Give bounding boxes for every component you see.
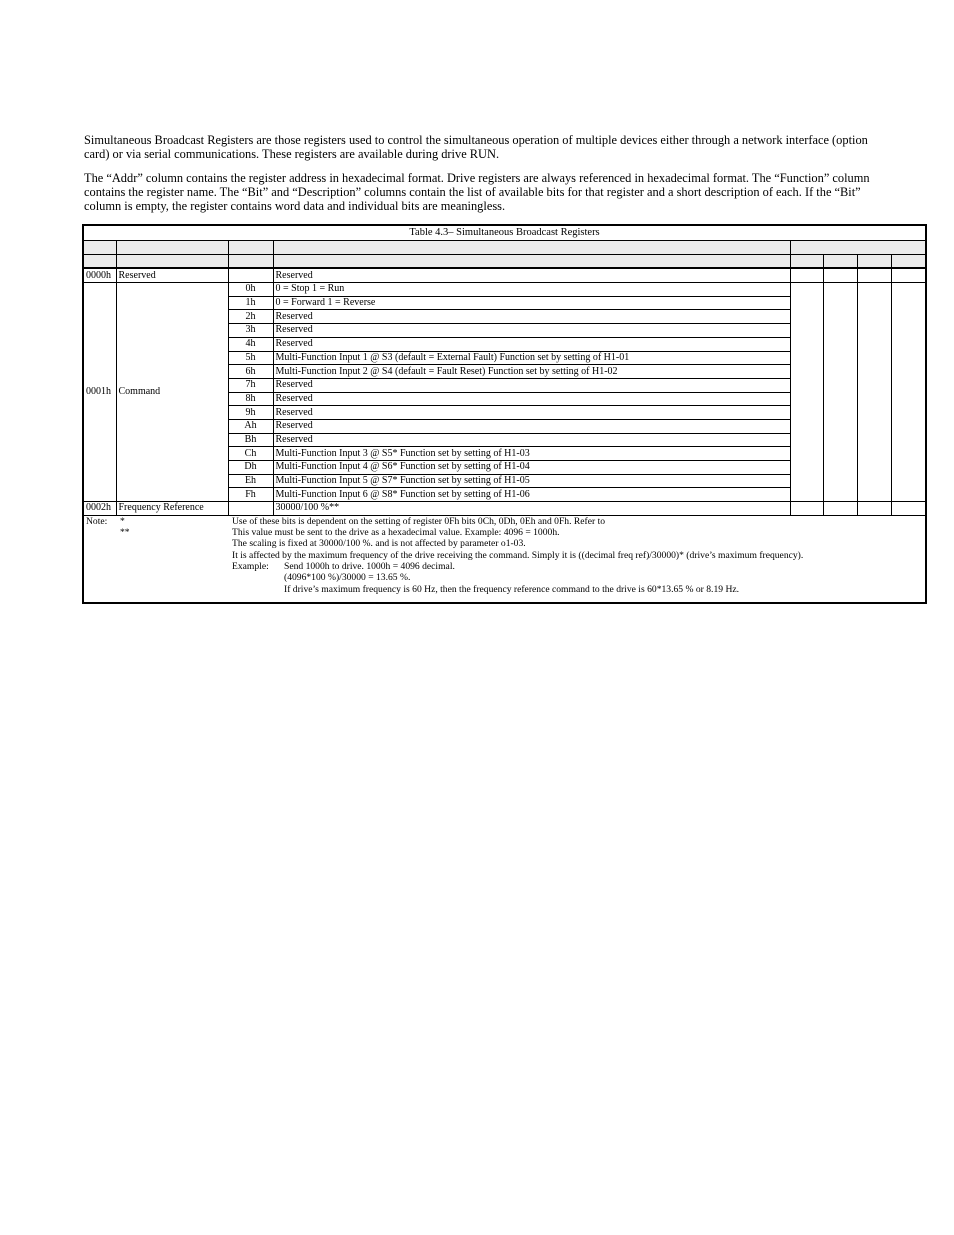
table-notes [83,515,926,603]
register-row [83,283,926,297]
header-bit [228,241,273,255]
register-empty-cell [857,268,891,282]
register-bit: Fh [228,488,273,502]
register-bit [228,502,273,516]
register-row [83,268,926,282]
register-function: Reserved [116,268,228,282]
register-description: Reserved [273,392,790,406]
register-empty-cell [790,268,823,282]
register-description: Multi-Function Input 2 @ S4 (default = Fault Reset) Function set by setting of H1-02 [273,365,790,379]
register-bit [228,268,273,282]
note-mark-single: * [120,515,125,527]
register-description: Reserved [273,419,790,433]
note-text-line: The scaling is fixed at 30000/100 %. and is not affected by parameter o1-03. [232,538,526,550]
register-empty-cell [823,283,857,502]
note-mark-double: ** [120,527,130,539]
note-text-line: (4096*100 %)/30000 = 13.65 %. [284,572,411,584]
register-description: Multi-Function Input 4 @ S6* Function set by setting of H1-04 [273,461,790,475]
register-empty-cell [823,502,857,516]
register-bit: 1h [228,296,273,310]
register-addr: 0001h [83,283,116,502]
header-group [790,241,926,255]
register-empty-cell [857,502,891,516]
register-description: Multi-Function Input 1 @ S3 (default = External Fault) Function set by setting of H1-01 [273,351,790,365]
register-bit: 0h [228,283,273,297]
table-title: Table 4.3– Simultaneous Broadcast Registers [83,225,926,241]
register-description: Reserved [273,406,790,420]
register-empty-cell [891,502,926,516]
register-description: 0 = Stop 1 = Run [273,283,790,297]
note-text-line: Use of these bits is dependent on the setting of register 0Fh bits 0Ch, 0Dh, 0Eh and 0Fh. Refer to [232,515,606,527]
register-row [83,502,926,516]
register-empty-cell [790,283,823,502]
register-empty-cell [891,283,926,502]
register-bit: 7h [228,378,273,392]
header-function [116,241,228,255]
note-example-label: Example: [232,560,269,572]
register-addr: 0002h [83,502,116,516]
register-empty-cell [891,268,926,282]
register-description: Reserved [273,268,790,282]
register-bit: 2h [228,310,273,324]
register-bit: 4h [228,337,273,351]
register-bit: 6h [228,365,273,379]
note-label: Note: [86,515,108,527]
register-bit: Ah [228,419,273,433]
register-bit: 3h [228,324,273,338]
note-text-line: It is affected by the maximum frequency of the drive receiving the command. Simply it is ((decimal freq ref)/30000)* (drive’s maximum frequency). [232,549,804,561]
register-description: Multi-Function Input 5 @ S7* Function set by setting of H1-05 [273,474,790,488]
register-description: Multi-Function Input 3 @ S5* Function set by setting of H1-03 [273,447,790,461]
register-description: Reserved [273,324,790,338]
header-subcol-4 [891,254,926,268]
register-addr: 0000h [83,268,116,282]
register-description: Reserved [273,378,790,392]
note-text-line: Send 1000h to drive. 1000h = 4096 decimal. [284,560,455,572]
header-addr [83,241,116,255]
register-description: Multi-Function Input 6 @ S8* Function set by setting of H1-06 [273,488,790,502]
note-text-line: If drive’s maximum frequency is 60 Hz, then the frequency reference command to the drive is 60*13.65 % or 8.19 Hz. [284,583,740,595]
register-bit: 8h [228,392,273,406]
intro-paragraph-1: Simultaneous Broadcast Registers are those registers used to control the simultaneous operation of multiple devices either through a network interface (option card) or via serial communications. These registers are available during drive RUN. [84,133,868,161]
register-empty-cell [857,283,891,502]
header-subcol-2 [823,254,857,268]
register-bit: 5h [228,351,273,365]
register-function: Frequency Reference [116,502,228,516]
header-subcol-3 [857,254,891,268]
register-bit: Dh [228,461,273,475]
register-bit: Bh [228,433,273,447]
header-subcol-1 [790,254,823,268]
register-function: Command [116,283,228,502]
register-description: Reserved [273,433,790,447]
register-bit: Eh [228,474,273,488]
register-empty-cell [790,502,823,516]
register-bit: 9h [228,406,273,420]
register-bit: Ch [228,447,273,461]
register-description: 0 = Forward 1 = Reverse [273,296,790,310]
register-empty-cell [823,268,857,282]
register-description: Reserved [273,310,790,324]
intro-paragraph-2: The “Addr” column contains the register address in hexadecimal format. Drive registers are always referenced in hexadecimal format. The “Function” column contains the register name. The “Bit” and “Description” columns contain the list of available bits for that register and a short description of each. If the “Bit” column is empty, the register contains word data and individual bits are meaningless. [84,171,870,213]
register-description: Reserved [273,337,790,351]
register-description: 30000/100 %** [273,502,790,516]
header-description [273,241,790,255]
note-text-line: This value must be sent to the drive as a hexadecimal value. Example: 4096 = 1000h. [232,527,560,539]
broadcast-registers-table [82,224,927,604]
